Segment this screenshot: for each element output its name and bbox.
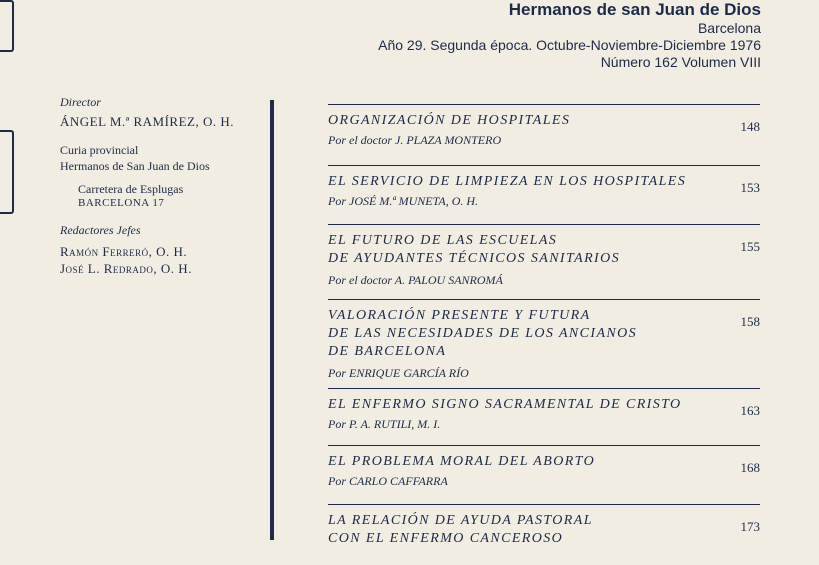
address-line-1: Carretera de Esplugas bbox=[78, 182, 184, 196]
toc-title: LA RELACIÓN DE AYUDA PASTORAL bbox=[328, 513, 593, 528]
toc-title: ORGANIZACIÓN DE HOSPITALES bbox=[328, 113, 571, 128]
toc-entry bbox=[328, 504, 760, 565]
toc-page: 163 bbox=[740, 403, 760, 418]
address-line-2: BARCELONA 17 bbox=[78, 197, 165, 209]
toc-title-cont: DE AYUDANTES TÉCNICOS SANITARIOS bbox=[328, 251, 621, 266]
toc-entry bbox=[328, 104, 760, 165]
editor-2: José L. Redrado, O. H. bbox=[60, 261, 192, 276]
binding-tab-middle bbox=[0, 130, 14, 214]
toc-author: Por el doctor J. PLAZA MONTERO bbox=[328, 133, 502, 147]
toc-author: Por P. A. RUTILI, M. I. bbox=[328, 417, 441, 431]
toc-title-cont: CON EL ENFERMO CANCEROSO bbox=[328, 531, 564, 546]
journal-title: Hermanos de san Juan de Dios bbox=[508, 0, 761, 19]
toc-author: Por el doctor A. PALOU SANROMÁ bbox=[328, 273, 503, 287]
toc-page: 148 bbox=[740, 119, 760, 134]
toc-entry bbox=[328, 445, 760, 504]
toc-entry bbox=[328, 165, 760, 224]
toc-page: 168 bbox=[740, 460, 760, 475]
director-label: Director bbox=[60, 95, 101, 109]
toc-title: EL ENFERMO SIGNO SACRAMENTAL DE CRISTO bbox=[328, 397, 682, 412]
column-divider bbox=[270, 100, 274, 540]
editors-label: Redactores Jefes bbox=[60, 223, 141, 237]
toc-page: 153 bbox=[740, 180, 760, 195]
toc-title: EL SERVICIO DE LIMPIEZA EN LOS HOSPITALES bbox=[328, 174, 687, 189]
issue-line: Año 29. Segunda época. Octubre-Noviembre-Diciembre 1976 bbox=[378, 37, 761, 53]
table-of-contents bbox=[328, 104, 760, 565]
toc-title-cont: DE LAS NECESIDADES DE LOS ANCIANOS bbox=[328, 326, 638, 341]
toc-author: Por CARLO CAFFARRA bbox=[328, 474, 448, 488]
toc-title: VALORACIÓN PRESENTE Y FUTURA bbox=[328, 308, 591, 323]
toc-title: EL FUTURO DE LAS ESCUELAS bbox=[328, 233, 558, 248]
toc-entry bbox=[328, 388, 760, 445]
curia-line-2: Hermanos de San Juan de Dios bbox=[60, 159, 210, 173]
toc-page: 158 bbox=[740, 314, 760, 329]
binding-edge bbox=[0, 0, 14, 540]
number-line: Número 162 Volumen VIII bbox=[600, 54, 761, 70]
toc-entry bbox=[328, 224, 760, 299]
toc-author: Por JOSÉ M.ª MUNETA, O. H. bbox=[328, 194, 479, 208]
toc-entry bbox=[328, 299, 760, 388]
director-name: ÁNGEL M.ª RAMÍREZ, O. H. bbox=[60, 114, 234, 129]
toc-title: EL PROBLEMA MORAL DEL ABORTO bbox=[328, 454, 596, 469]
toc-title-cont: DE BARCELONA bbox=[328, 344, 447, 359]
binding-tab-top bbox=[0, 0, 14, 52]
journal-header bbox=[378, 0, 761, 71]
curia-line-1: Curia provincial bbox=[60, 143, 139, 157]
toc-page: 173 bbox=[740, 519, 760, 534]
toc-author: Por ENRIQUE GARCÍA RÍO bbox=[328, 366, 469, 380]
masthead bbox=[60, 95, 265, 277]
toc-page: 155 bbox=[740, 239, 760, 254]
journal-city: Barcelona bbox=[697, 20, 761, 36]
editor-1: Ramón Ferreró, O. H. bbox=[60, 244, 188, 259]
